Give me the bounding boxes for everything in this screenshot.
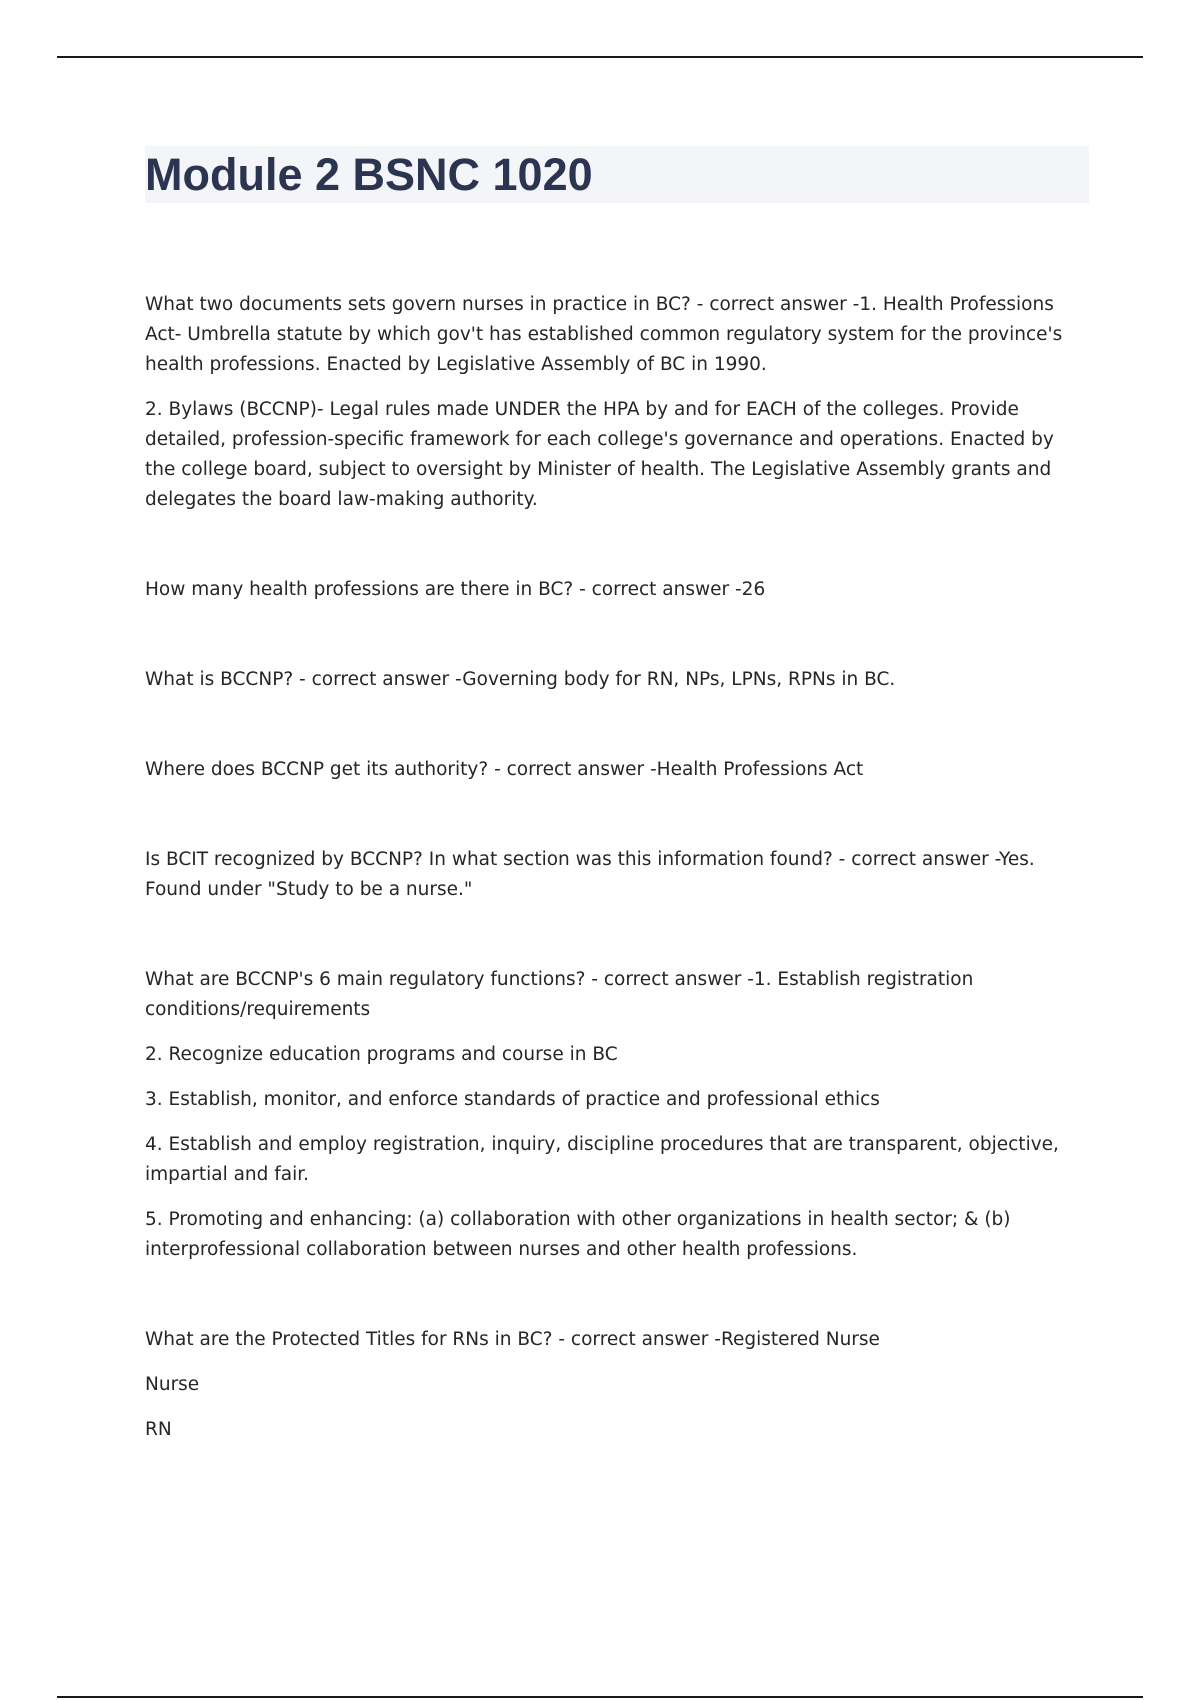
qa-line: What are BCCNP's 6 main regulatory functions? - correct answer -1. Establish registration conditions/requirements bbox=[145, 969, 974, 1020]
qa-item bbox=[145, 845, 1085, 905]
qa-line: 2. Recognize education programs and course in BC bbox=[145, 1044, 618, 1065]
qa-item bbox=[145, 290, 1085, 515]
header-rule bbox=[57, 56, 1143, 58]
qa-line: Nurse bbox=[145, 1374, 200, 1395]
qa-line: 4. Establish and employ registration, inquiry, discipline procedures that are transparent, objective, impartial and fair. bbox=[145, 1134, 1059, 1185]
qa-line: 3. Establish, monitor, and enforce standards of practice and professional ethics bbox=[145, 1089, 880, 1110]
qa-line: How many health professions are there in BC? - correct answer -26 bbox=[145, 579, 766, 600]
page-title: Module 2 BSNC 1020 bbox=[145, 149, 593, 200]
qa-line: What two documents sets govern nurses in practice in BC? - correct answer -1. Health Professions Act- Umbrella statute by which gov't has established common regulatory system for the province's health professions. Enacted by Legislative Assembly of BC in 1990. bbox=[145, 294, 1063, 375]
qa-item bbox=[145, 575, 1085, 605]
qa-line: Is BCIT recognized by BCCNP? In what section was this information found? - correct answer -Yes. Found under "Study to be a nurse." bbox=[145, 849, 1035, 900]
qa-line: Where does BCCNP get its authority? - correct answer -Health Professions Act bbox=[145, 759, 864, 780]
footer-rule bbox=[57, 1696, 1143, 1698]
qa-line: What are the Protected Titles for RNs in BC? - correct answer -Registered Nurse bbox=[145, 1329, 880, 1350]
qa-item bbox=[145, 1325, 1085, 1445]
qa-item bbox=[145, 755, 1085, 785]
document-body bbox=[145, 290, 1085, 1505]
qa-line: 5. Promoting and enhancing: (a) collaboration with other organizations in health sector; & (b) interprofessional collaboration between nurses and other health professions. bbox=[145, 1209, 1011, 1260]
qa-line: RN bbox=[145, 1419, 172, 1440]
qa-line: What is BCCNP? - correct answer -Governing body for RN, NPs, LPNs, RPNs in BC. bbox=[145, 669, 896, 690]
qa-item bbox=[145, 665, 1085, 695]
qa-line: 2. Bylaws (BCCNP)- Legal rules made UNDER the HPA by and for EACH of the colleges. Provide detailed, profession-specific framework for each college's governance and operations. Enacted by the college board, subject to oversight by Minister of health. The Legislative Assembly grants and delegates the board law-making authority. bbox=[145, 399, 1054, 510]
qa-item bbox=[145, 965, 1085, 1265]
